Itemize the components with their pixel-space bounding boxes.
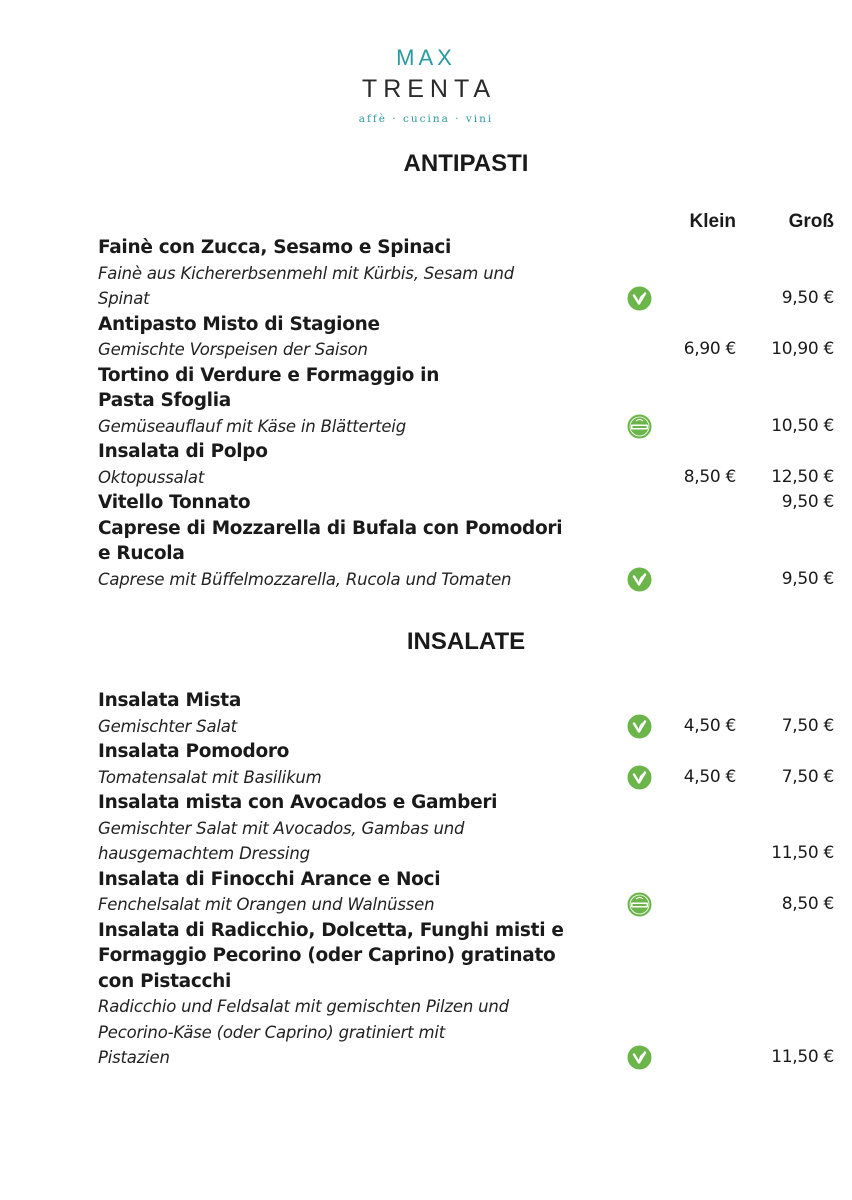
price-small: 4,50 € xyxy=(683,766,736,787)
logo-max: MAX xyxy=(396,45,456,70)
menu-item-name: Vitello Tonnato xyxy=(98,492,251,513)
menu-item-description: Gemischter Salat mit Avocados, Gambas und xyxy=(98,818,465,838)
menu-item-description: Pistazien xyxy=(98,1048,170,1067)
menu-item-name: Insalata di Finocchi Arance e Noci xyxy=(98,868,441,890)
column-header-small: Klein xyxy=(689,211,736,232)
price-large: 11,50 € xyxy=(771,1047,834,1067)
vegetarian-leaf-icon xyxy=(627,765,652,790)
price-large: 11,50 € xyxy=(771,843,834,863)
menu-item-name: Insalata mista con Avocados e Gamberi xyxy=(98,792,498,813)
price-large: 10,50 € xyxy=(771,415,834,436)
menu-item-description: Oktopussalat xyxy=(98,467,205,487)
menu-item-name: Insalata Pomodoro xyxy=(98,741,290,762)
price-large: 12,50 € xyxy=(771,466,834,487)
menu-item-description: Tomatensalat mit Basilikum xyxy=(98,767,322,787)
menu-item-name: Insalata Mista xyxy=(98,690,242,711)
menu-item-description: Fainè aus Kichererbsenmehl mit Kürbis, Sesam und xyxy=(98,263,515,283)
menu-item-name: Caprese di Mozzarella di Bufala con Pomodori xyxy=(98,517,563,539)
menu-item-name: Formaggio Pecorino (oder Caprino) gratinato xyxy=(98,945,556,966)
vegan-icon xyxy=(627,414,652,439)
column-header-large: Groß xyxy=(788,211,834,232)
menu-item-description: Spinat xyxy=(98,289,150,308)
section-title: INSALATE xyxy=(406,628,526,655)
menu-item-description: Caprese mit Büffelmozzarella, Rucola und Tomaten xyxy=(98,569,512,589)
vegetarian-leaf-icon xyxy=(627,567,652,592)
menu-item-description: Gemischter Salat xyxy=(98,716,237,736)
menu-item-name: Tortino di Verdure e Formaggio in xyxy=(98,364,440,386)
menu-item-description: Gemüseauflauf mit Käse in Blätterteig xyxy=(98,416,406,436)
vegan-icon xyxy=(627,892,652,917)
menu-item-description: Fenchelsalat mit Orangen und Walnüssen xyxy=(98,895,435,914)
vegetarian-leaf-icon xyxy=(627,714,652,739)
section-title: ANTIPASTI xyxy=(403,150,529,177)
price-large: 7,50 € xyxy=(781,715,834,736)
price-large: 9,50 € xyxy=(781,492,834,512)
menu-item-description: Pecorino-Käse (oder Caprino) gratiniert mit xyxy=(98,1022,446,1042)
price-large: 9,50 € xyxy=(781,288,834,308)
price-small: 6,90 € xyxy=(683,339,736,359)
menu-item-name: Antipasto Misto di Stagione xyxy=(98,313,380,335)
vegetarian-leaf-icon xyxy=(627,1045,652,1070)
price-small: 8,50 € xyxy=(683,466,736,487)
menu-item-name: e Rucola xyxy=(98,543,185,564)
vegetarian-leaf-icon xyxy=(627,286,652,311)
menu-item-name: con Pistacchi xyxy=(98,970,232,992)
price-large: 9,50 € xyxy=(781,568,834,589)
menu-item-description: Radicchio und Feldsalat mit gemischten Pilzen und xyxy=(98,997,509,1016)
price-large: 10,90 € xyxy=(771,339,834,359)
menu-item-name: Pasta Sfoglia xyxy=(98,390,231,411)
logo-tagline: affè · cucina · vini xyxy=(358,113,494,125)
price-small: 4,50 € xyxy=(683,715,736,736)
logo-trenta: TRENTA xyxy=(361,75,497,103)
price-large: 8,50 € xyxy=(781,894,834,914)
menu-item-description: Gemischte Vorspeisen der Saison xyxy=(98,340,368,359)
menu-item-name: Insalata di Radicchio, Dolcetta, Funghi misti e xyxy=(98,919,564,941)
menu-item-name: Insalata di Polpo xyxy=(98,441,268,462)
menu-item-description: hausgemachtem Dressing xyxy=(98,844,310,863)
price-large: 7,50 € xyxy=(781,766,834,787)
menu-item-name: Fainè con Zucca, Sesamo e Spinaci xyxy=(98,237,452,258)
